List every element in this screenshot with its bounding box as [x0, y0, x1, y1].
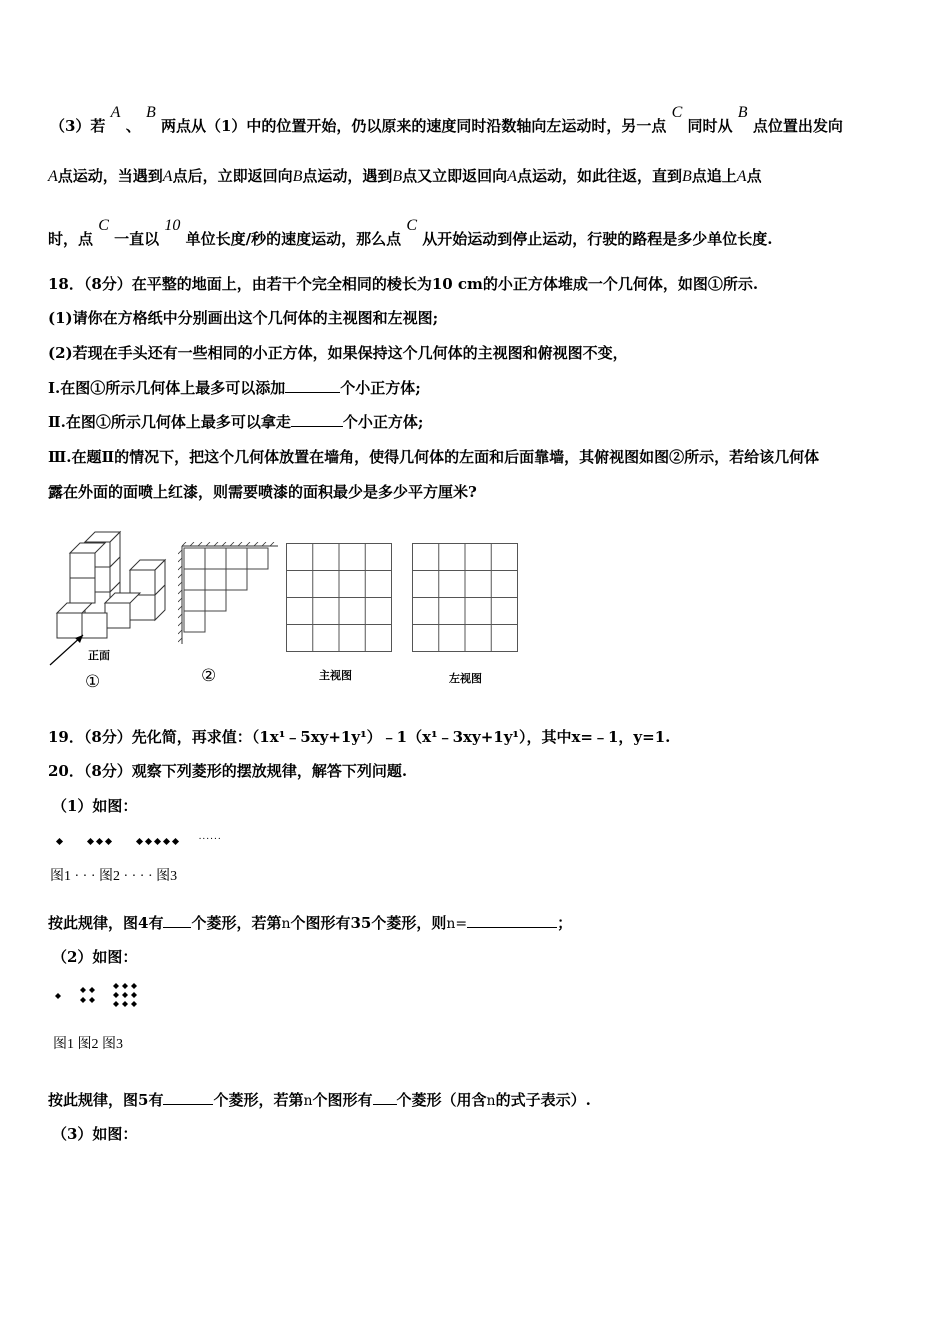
q19-text: 19．（8分）先化简，再求值：（1x¹﹣5xy+1y¹）﹣1（x¹﹣3xy+1y¹），其中x=﹣1，y=1.: [48, 728, 671, 746]
figure-captions-1: 图1 · · · 图2 · · · · 图3: [50, 869, 178, 884]
q17-line3: 时，点 C 一直以 10 单位长度/秒的速度运动，那么点 C 从开始运动到停止运动，行驶的路程是多少单位长度.: [48, 217, 773, 248]
rhombus-grid-pattern: [50, 980, 145, 1012]
q20-sub3: （3）如图：: [52, 1125, 138, 1143]
q18-line1: 18．（8分）在平整的地面上，由若干个完全相同的棱长为10 cm的小正方体堆成一个几何体，如图①所示.: [48, 275, 759, 293]
left-view-grid: [412, 543, 519, 653]
figure-2-label: ②: [201, 666, 217, 686]
q18-line3: (2)若现在手头还有一些相同的小正方体，如果保持这个几何体的主视图和俯视图不变，: [48, 344, 628, 362]
rhombus-icon: [87, 838, 94, 845]
q20-rule2: 按此规律，图5有 个菱形，若第n个图形有 个菱形（用含n的式子表示）.: [48, 1091, 591, 1109]
blank-fig4: [163, 913, 191, 928]
rhombus-row-pattern: [55, 829, 222, 848]
top-view-figure: [178, 542, 283, 647]
rhombus-icon: [172, 838, 179, 845]
q17-line2: A点运动，当遇到A点后，立即返回向B点运动，遇到B点又立即返回向A点运动，如此往返，直到B点追上A点: [48, 167, 762, 185]
rhombus-icon: [163, 838, 170, 845]
q20-sub2: （2）如图：: [52, 948, 138, 966]
q20-sub1: （1）如图：: [52, 797, 138, 815]
q17-line1: （3）若 A 、 B 两点从（1）中的位置开始，仍以原来的速度同时沿数轴向左运动时，另一点 C 同时从 B 点位置出发向: [50, 104, 843, 135]
rhombus-icon: [105, 838, 112, 845]
main-view-grid: [286, 543, 393, 653]
rhombus-icon: [145, 838, 152, 845]
rhombus-icon: [56, 838, 63, 845]
q18-line6: Ⅲ.在题Ⅱ的情况下，把这个几何体放置在墙角，使得几何体的左面和后面靠墙，其俯视图如图②所示，若给该几何体: [48, 448, 820, 466]
main-view-label: 主视图: [319, 669, 352, 682]
q18-line2: (1)请你在方格纸中分别画出这个几何体的主视图和左视图;: [48, 309, 439, 327]
blank-remove: [291, 412, 343, 427]
rhombus-icon: [154, 838, 161, 845]
blank-fig5: [163, 1090, 213, 1105]
front-label: 正面: [88, 649, 110, 662]
rhombus-icon: [136, 838, 143, 845]
q20-rule1: 按此规律，图4有 个菱形，若第n个图形有35个菱形，则n= ；: [48, 914, 573, 932]
q20-line1: 20．（8分）观察下列菱形的摆放规律，解答下列问题.: [48, 762, 408, 780]
blank-expression: [373, 1090, 397, 1105]
q18-line4: Ⅰ.在图①所示几何体上最多可以添加 个小正方体;: [48, 379, 421, 397]
figure-1-label: ①: [85, 672, 101, 692]
ellipsis-icon: ······: [198, 834, 222, 845]
q18-line5: Ⅱ.在图①所示几何体上最多可以拿走 个小正方体;: [48, 413, 424, 431]
left-view-label: 左视图: [449, 672, 482, 685]
rhombus-icon: [96, 838, 103, 845]
blank-n-value: [467, 913, 557, 928]
q18-line7: 露在外面的面喷上红漆，则需要喷漆的面积最少是多少平方厘米?: [48, 483, 477, 501]
figure-captions-2: 图1 图2 图3: [53, 1037, 123, 1052]
blank-add: [285, 378, 340, 393]
